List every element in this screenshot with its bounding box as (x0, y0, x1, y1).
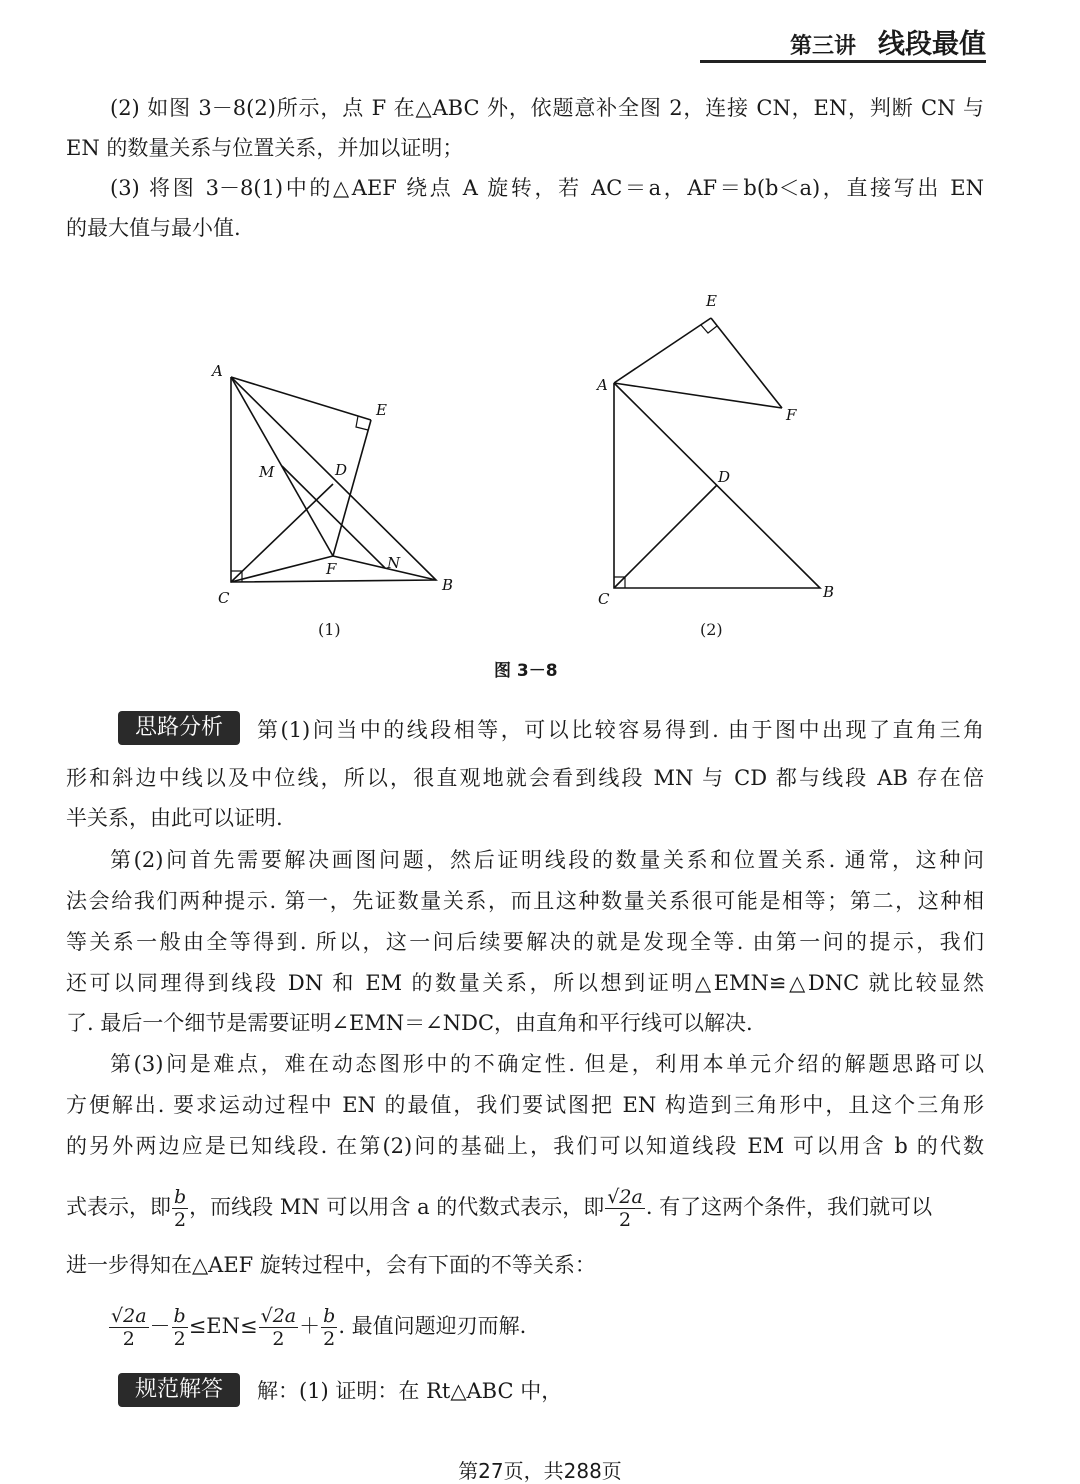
inequality (108, 1305, 526, 1350)
point-label-E: E (376, 401, 387, 419)
fraction (259, 1305, 299, 1350)
point-label-C: C (598, 590, 610, 608)
analysis-line: 方便解出. 要求运动过程中 EN 的最值，我们要试图把 EN 构造到三角形中，且这个三角形 (66, 1093, 984, 1117)
analysis-line: 还可以同理得到线段 DN 和 EM 的数量关系，所以想到证明△EMN≌△DNC 就比较显然 (66, 971, 984, 995)
analysis-line: 了. 最后一个细节是需要证明∠EMN＝∠NDC，由直角和平行线可以解决. (66, 1011, 753, 1035)
numerator: b (173, 1305, 186, 1327)
analysis-line: 法会给我们两种提示. 第一，先证数量关系，而且这种数量关系很可能是相等；第二，这种相 (66, 889, 984, 913)
numerator: b (323, 1305, 336, 1327)
fraction (172, 1186, 188, 1231)
analysis-line: 半关系，由此可以证明. (66, 806, 283, 830)
fraction (172, 1305, 188, 1350)
denominator: 2 (323, 1328, 336, 1350)
numerator: b (174, 1186, 187, 1208)
operator: ＋ (299, 1314, 321, 1338)
text-segment: 式表示，即 (66, 1195, 171, 1219)
text-segment: ，而线段 MN 可以用含 a 的代数式表示，即 (189, 1195, 605, 1219)
solution-tag: 规范解答 (118, 1373, 240, 1407)
problem-line: EN 的数量关系与位置关系，并加以证明； (66, 136, 464, 160)
numerator: √2a (607, 1186, 643, 1208)
analysis-line: 第(3)问是难点，难在动态图形中的不确定性. 但是，利用本单元介绍的解题思路可以 (110, 1052, 984, 1076)
page-number: 第27页，共288页 (458, 1459, 622, 1483)
point-label-A: A (597, 376, 608, 394)
point-label-D: D (718, 468, 731, 486)
figure-3-8 (0, 0, 1080, 700)
problem-line: (3) 将图 3－8(1)中的△AEF 绕点 A 旋转，若 AC＝a，AF＝b(b＜a)，直接写出 EN (110, 176, 984, 200)
subfigure-caption-1: (1) (318, 620, 341, 639)
analysis-line: 形和斜边中线以及中位线，所以，很直观地就会看到线段 MN 与 CD 都与线段 AB 存在倍 (66, 766, 984, 790)
fraction (109, 1305, 149, 1350)
denominator: 2 (173, 1328, 186, 1350)
point-label-B: B (823, 583, 835, 601)
numerator: √2a (260, 1305, 297, 1327)
text-segment: . 有了这两个条件，我们就可以 (645, 1195, 933, 1219)
relation: ≤EN≤ (188, 1314, 258, 1338)
point-label-D: D (335, 461, 348, 479)
point-label-M: M (259, 463, 275, 481)
subfigure-caption-2: (2) (700, 620, 723, 639)
analysis-line: 等关系一般由全等得到. 所以，这一问后续要解决的就是发现全等. 由第一问的提示，我们 (66, 930, 984, 954)
lecture-title: 线段最值 (878, 29, 986, 60)
analysis-tag: 思路分析 (118, 711, 240, 745)
denominator: 2 (174, 1209, 187, 1231)
fraction-line (66, 1186, 932, 1231)
text-segment: . 最值问题迎刃而解. (338, 1314, 527, 1338)
analysis-line: 第(1)问当中的线段相等，可以比较容易得到. 由于图中出现了直角三角 (257, 718, 984, 742)
problem-line: (2) 如图 3－8(2)所示，点 F 在△ABC 外，依题意补全图 2，连接 CN，EN，判断 CN 与 (110, 96, 984, 120)
point-label-F: F (326, 560, 337, 578)
point-label-C: C (218, 589, 230, 607)
denominator: 2 (122, 1328, 135, 1350)
point-label-B: B (442, 576, 454, 594)
operator: － (149, 1314, 171, 1338)
figure-caption: 图 3－8 (494, 661, 558, 681)
numerator: √2a (111, 1305, 147, 1327)
point-label-E: E (706, 292, 717, 310)
analysis-line: 第(2)问首先需要解决画图问题，然后证明线段的数量关系和位置关系. 通常，这种问 (110, 848, 984, 872)
figure-2-lines (614, 318, 820, 588)
problem-line: 的最大值与最小值. (66, 216, 241, 240)
analysis-line: 的另外两边应是已知线段. 在第(2)问的基础上，我们可以知道线段 EM 可以用含 b 的代数 (66, 1134, 984, 1158)
point-label-A: A (212, 362, 223, 380)
solution-line: 解：(1) 证明：在 Rt△ABC 中， (257, 1379, 563, 1403)
denominator: 2 (619, 1209, 632, 1231)
fraction (605, 1186, 645, 1231)
fraction (321, 1305, 337, 1350)
point-label-N: N (387, 554, 401, 572)
point-label-F: F (786, 406, 797, 424)
denominator: 2 (272, 1328, 285, 1350)
analysis-line: 进一步得知在△AEF 旋转过程中，会有下面的不等关系： (66, 1253, 596, 1277)
lecture-number: 第三讲 (789, 34, 856, 59)
